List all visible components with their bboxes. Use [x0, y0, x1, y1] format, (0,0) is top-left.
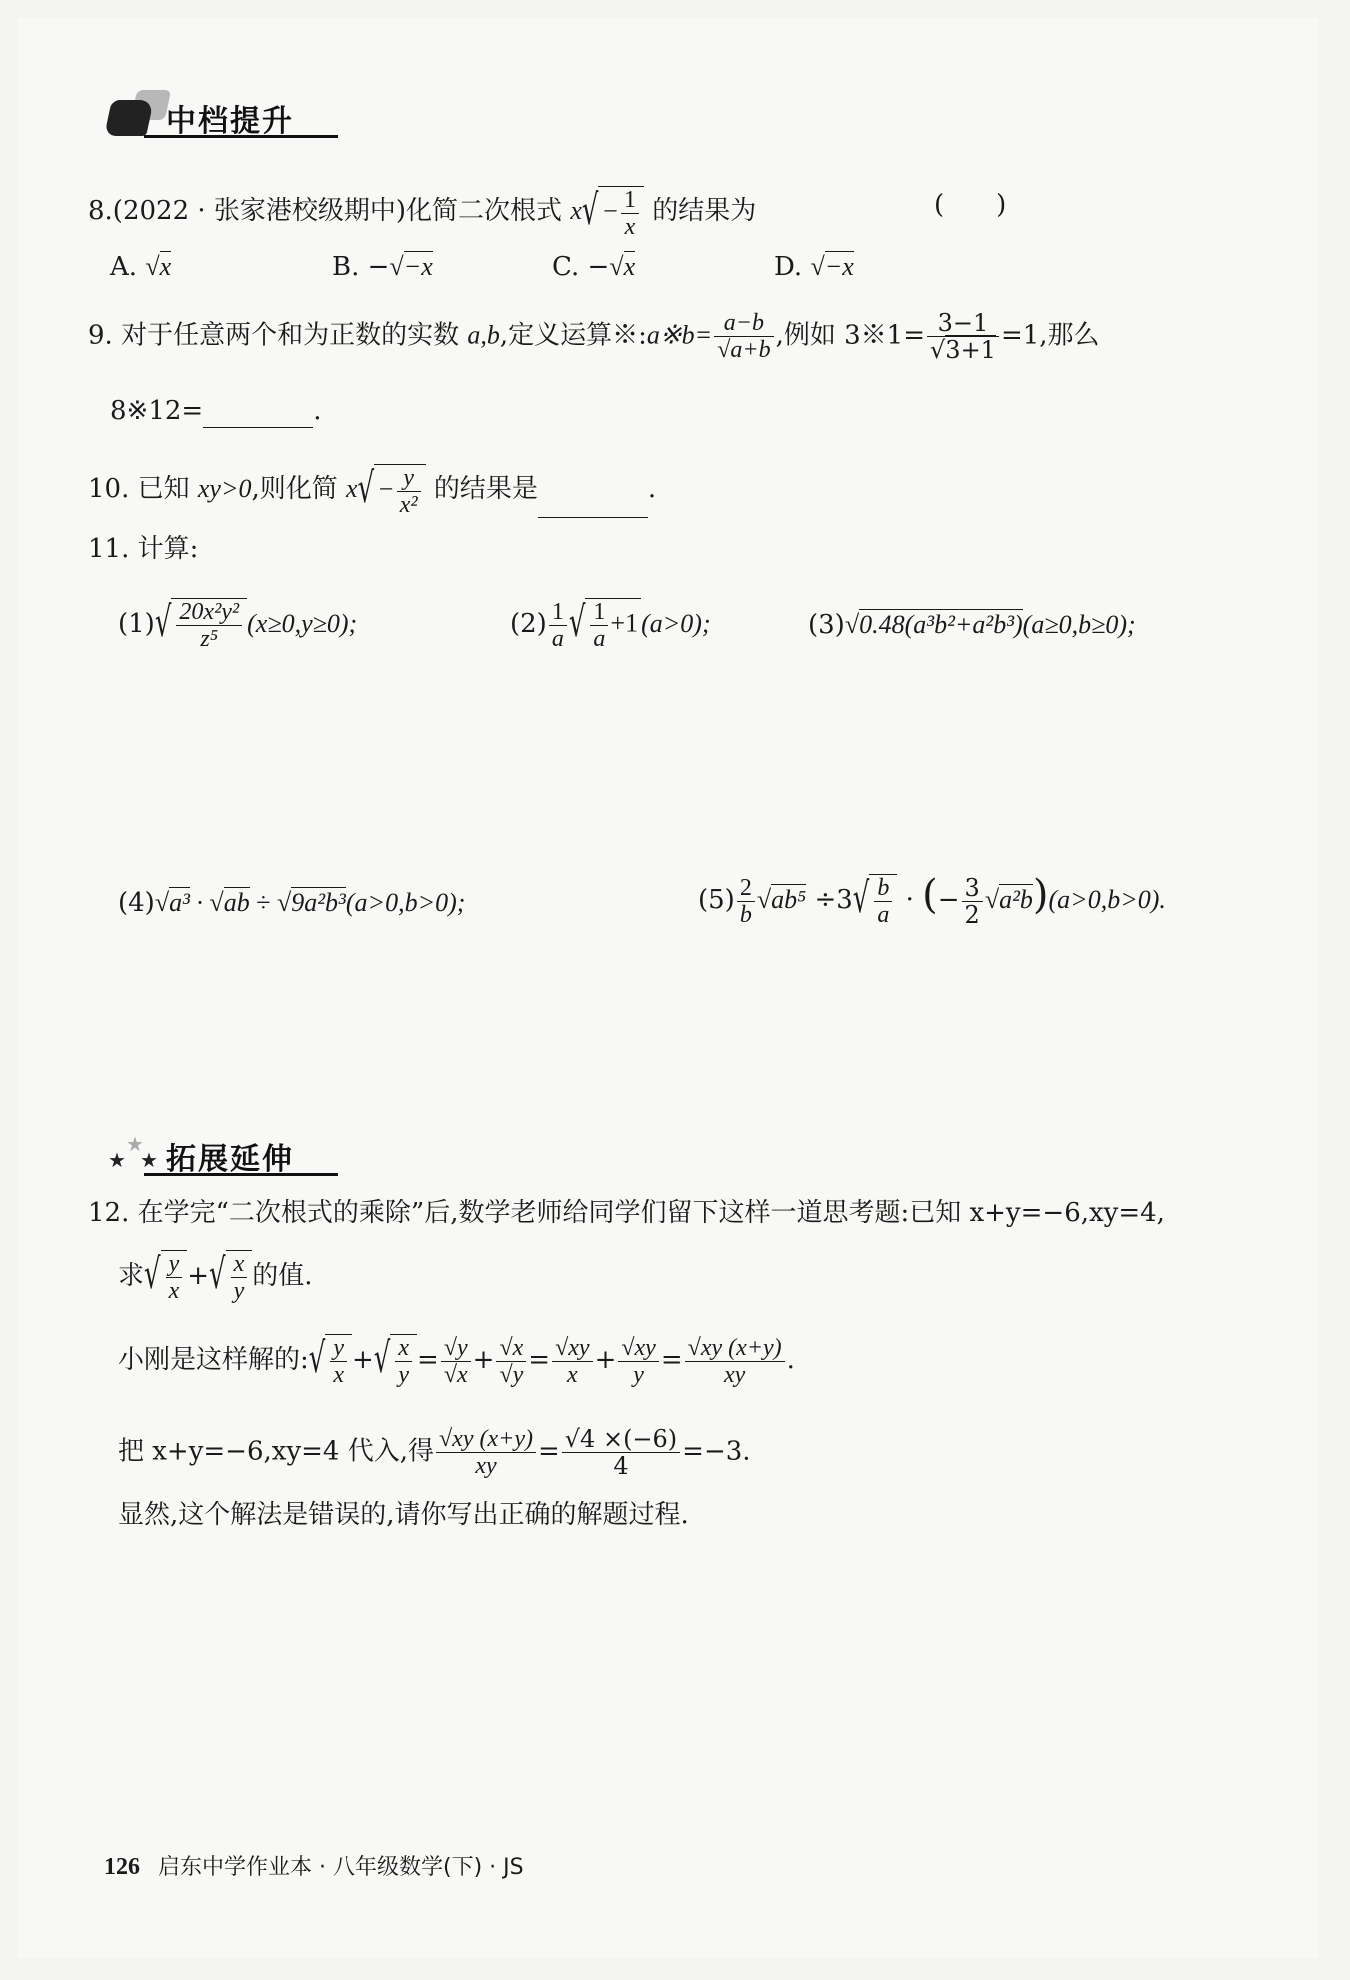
- q11-part-5: (5) $\frac{2}{b}$ √ab⁵ ÷3√ $\frac{b}{a}$ · (− $\frac{3}{2}$ √a²b)(a>0,b>0).: [698, 872, 1166, 929]
- q11-part-2: (2) $\frac{1}{a}$ √ $\frac{1}{a}$ +1 (a>0);: [510, 598, 711, 652]
- q9-def-fraction: $\frac{a-b}{√a+b}$: [714, 310, 773, 363]
- q8-option-a: A. √x: [110, 252, 172, 282]
- q8-option-c: C. −√x: [552, 252, 636, 282]
- q8-expr: x√ − $\frac{1}{x}$: [570, 196, 644, 225]
- question-12-line4: 把 x+y=−6,xy=4 代入,得 $\frac{√xy (x+y)}{xy}$ = $\frac{√4 \times(-6)}{4}$ =−3.: [118, 1425, 751, 1480]
- q11-part-3: (3)√0.48(a³b²+a²b³)(a≥0,b≥0);: [808, 610, 1136, 640]
- question-11-title: 11. 计算:: [88, 534, 199, 564]
- q8-option-d: D. √−x: [774, 252, 854, 282]
- question-12-line1: 12. 在学完“二次根式的乘除”后,数学老师给同学们留下这样一道思考题:已知 x+y=−6,xy=4,: [88, 1198, 1165, 1228]
- section-title: 拓展延伸: [166, 1142, 294, 1177]
- question-12-line3: 小刚是这样解的:√ $\frac{y}{x}$ +√ $\frac{x}{y}$ = $\frac{√y}{√x}$ + $\frac{√x}{√y}$ = $\frac{√xy}{x}$ + $\frac{√xy}{y}$ = $\frac{√xy (x+y)}{xy}$ .: [118, 1334, 795, 1388]
- page-number: 126: [104, 1854, 140, 1880]
- answer-blank[interactable]: [203, 401, 313, 428]
- q10-expr: x√ − $\frac{y}{\text{x²}}$: [346, 474, 426, 503]
- star-icon: ★: [126, 1132, 144, 1156]
- q8-option-b: B. −√−x: [332, 252, 433, 282]
- book-title: 启东中学作业本 · 八年级数学(下) · JS: [158, 1855, 524, 1880]
- worksheet-page: [18, 18, 1318, 1958]
- question-12-line2: 求√ $\frac{y}{x}$ +√ $\frac{x}{y}$ 的值.: [118, 1251, 313, 1304]
- section-badge-icon: [104, 100, 154, 136]
- question-9: 9. 对于任意两个和为正数的实数 a,b,定义运算※:a※b= $\frac{a-b}{√a+b}$ ,例如 3※1= $\frac{3-1}{√3+1}$ =1,那么: [88, 309, 1100, 364]
- star-icon: ★: [140, 1148, 158, 1172]
- section-header-ext: [108, 1128, 338, 1180]
- q8-text: 8.(2022 · 张家港校级期中)化简二次根式: [88, 195, 563, 226]
- answer-paren: ( ): [934, 190, 1007, 220]
- q9-example-fraction: $\frac{3-1}{√3+1}$: [927, 310, 999, 363]
- q8-suffix: 的结果为: [652, 195, 757, 226]
- star-icon: ★: [108, 1148, 126, 1172]
- section-header-mid: [108, 90, 338, 142]
- q9-line2: 8※12= .: [110, 396, 322, 426]
- question-8: [88, 186, 756, 240]
- question-10: 10. 已知 xy>0,则化简 x√ − $\frac{y}{\text{x²}}$ 的结果是 .: [88, 465, 657, 518]
- question-12-line5: 显然,这个解法是错误的,请你写出正确的解题过程.: [118, 1500, 689, 1530]
- section-title: 中档提升: [166, 104, 294, 139]
- q11-part-1: (1)√ $\frac{\text{20x²y²}}{\text{z⁵}}$ (x≥0,y≥0);: [118, 599, 358, 652]
- page-footer: [104, 1850, 524, 1881]
- answer-blank[interactable]: [538, 491, 648, 518]
- q11-part-4: (4)√a³ · √ab ÷ √9a²b³(a>0,b>0);: [118, 888, 466, 918]
